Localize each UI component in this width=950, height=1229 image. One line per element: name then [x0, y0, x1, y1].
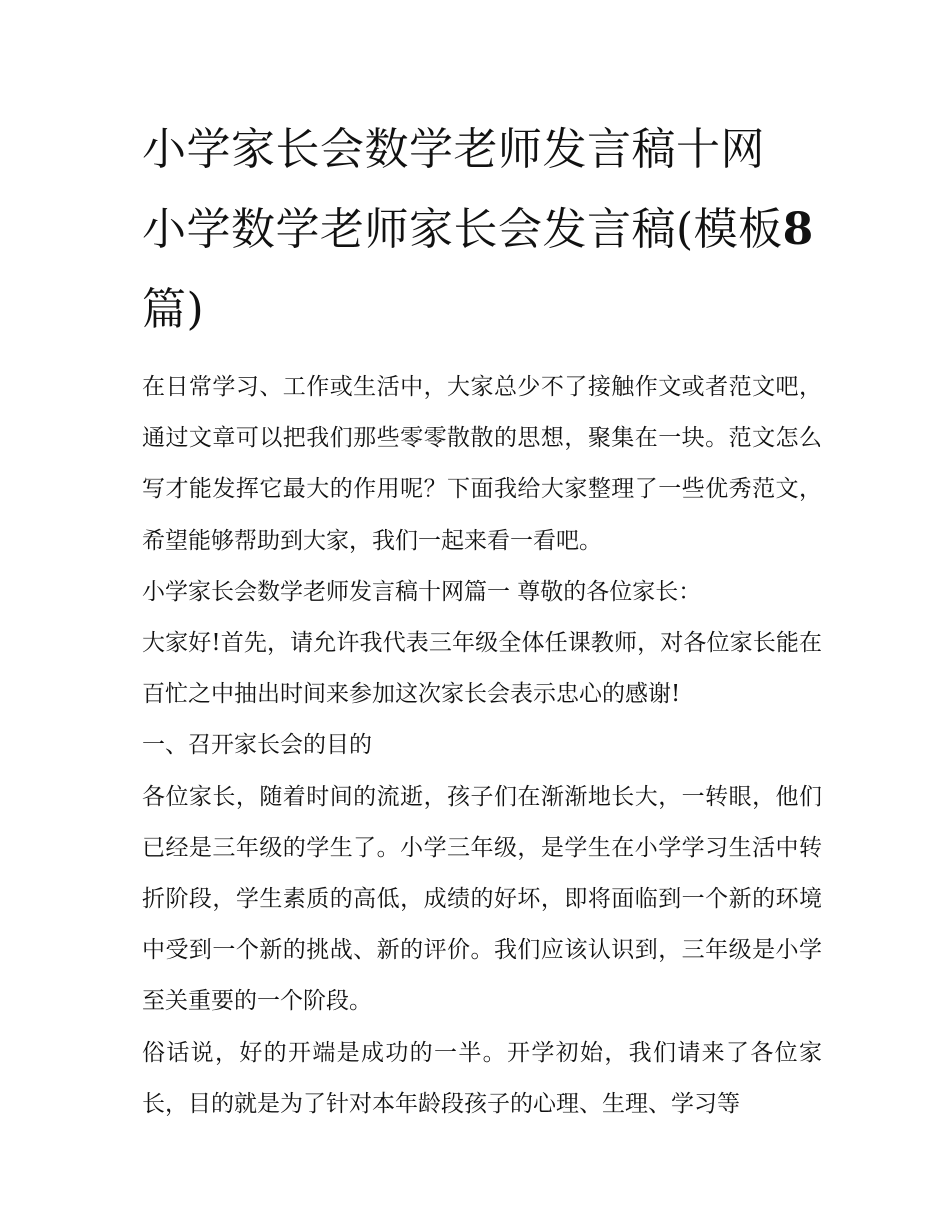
document-title: 小学家长会数学老师发言稿十网 小学数学老师家长会发言稿(模板8篇)	[142, 124, 814, 335]
third-grade-paragraph: 各位家长，随着时间的流逝，孩子们在渐渐地长大，一转眼，他们已经是三年级的学生了。小学三年级，是学生在小学学习生活中转折阶段，学生素质的高低，成绩的好坏，即将面临到一个新的环境中受到一个新的挑战、新的评价。我们应该认识到，三年级是小学至关重要的一个阶段。	[142, 783, 822, 1015]
opening-thanks-paragraph: 大家好!首先，请允许我代表三年级全体任课教师，对各位家长能在百忙之中抽出时间来参加这次家长会表示忠心的感谢!	[142, 630, 822, 708]
good-start-paragraph: 俗话说，好的开端是成功的一半。开学初始，我们请来了各位家长，目的就是为了针对本年龄段孩子的心理、生理、学习等	[142, 1039, 822, 1117]
document-body	[142, 362, 822, 1130]
heading-meeting-purpose: 一、召开家长会的目的	[142, 732, 372, 759]
intro-paragraph: 在日常学习、工作或生活中，大家总少不了接触作文或者范文吧，通过文章可以把我们那些零零散散的思想，聚集在一块。范文怎么写才能发挥它最大的作用呢？下面我给大家整理了一些优秀范文，希望能够帮助到大家，我们一起来看一看吧。	[142, 374, 822, 554]
section-one-greeting: 小学家长会数学老师发言稿十网篇一 尊敬的各位家长：	[142, 578, 702, 605]
document-page	[142, 110, 822, 1130]
